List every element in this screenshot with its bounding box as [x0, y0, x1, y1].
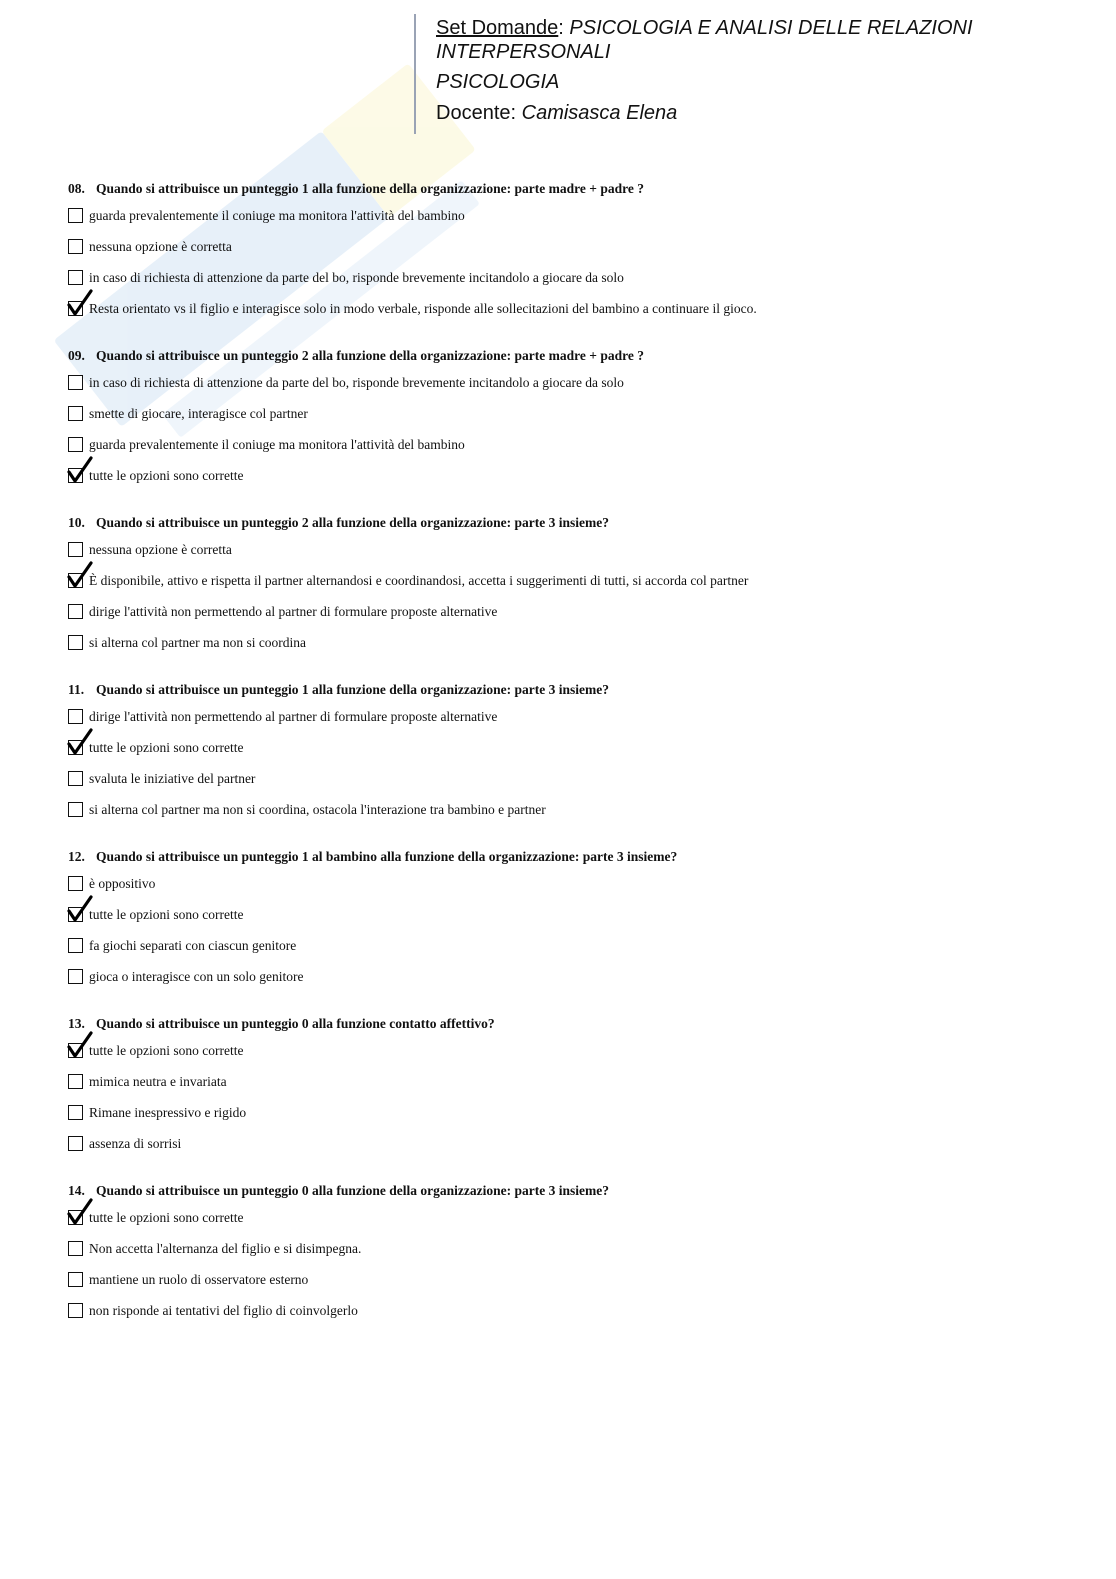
answer-option-text: si alterna col partner ma non si coordina [89, 635, 307, 650]
answer-option[interactable] [68, 875, 1068, 906]
question-title [68, 1182, 1068, 1204]
document-header [436, 16, 1076, 125]
question-block [68, 1182, 1068, 1333]
answer-option[interactable] [68, 207, 1068, 238]
answer-checkbox[interactable] [68, 876, 83, 891]
answer-checkbox[interactable] [68, 969, 83, 984]
question-text: Quando si attribuisce un punteggio 0 alla funzione della organizzazione: parte 3 insieme? [96, 1183, 610, 1198]
question-text: Quando si attribuisce un punteggio 2 alla funzione della organizzazione: parte madre + padre ? [96, 348, 644, 363]
answer-option[interactable] [68, 1271, 1068, 1302]
answer-checkbox[interactable] [68, 542, 83, 557]
answer-checkbox[interactable] [68, 938, 83, 953]
answer-option[interactable] [68, 436, 1068, 467]
answer-option[interactable] [68, 937, 1068, 968]
question-list [68, 180, 1068, 1349]
answer-option-text: È disponibile, attivo e rispetta il partner alternandosi e coordinandosi, accetta i suggerimenti di tutti, si accorda col partner [89, 573, 749, 588]
question-number: 13. [68, 1016, 85, 1031]
answer-option[interactable] [68, 801, 1068, 832]
teacher-label: Docente: [436, 102, 517, 124]
answer-option[interactable] [68, 1240, 1068, 1271]
answer-option-text: gioca o interagisce con un solo genitore [89, 969, 304, 984]
answer-checkbox[interactable] [68, 406, 83, 421]
question-block [68, 681, 1068, 832]
answer-option-text: dirige l'attività non permettendo al partner di formulare proposte alternative [89, 709, 498, 724]
answer-checkbox[interactable] [68, 771, 83, 786]
answer-checkbox[interactable] [68, 1105, 83, 1120]
answer-option-text: tutte le opzioni sono corrette [89, 1210, 244, 1225]
answer-option-text: guarda prevalentemente il coniuge ma monitora l'attività del bambino [89, 208, 465, 223]
answer-option[interactable] [68, 739, 1068, 770]
answer-option[interactable] [68, 708, 1068, 739]
answer-checkbox[interactable] [68, 1272, 83, 1287]
answer-checkbox[interactable] [68, 802, 83, 817]
answer-option-text: tutte le opzioni sono corrette [89, 1043, 244, 1058]
answer-option-text: in caso di richiesta di attenzione da parte del bo, risponde brevemente incitandolo a giocare da solo [89, 270, 624, 285]
answer-option[interactable] [68, 467, 1068, 498]
answer-checkbox[interactable] [68, 1241, 83, 1256]
answer-option-text: assenza di sorrisi [89, 1136, 182, 1151]
answer-option[interactable] [68, 374, 1068, 405]
question-block [68, 347, 1068, 498]
answer-option[interactable] [68, 1073, 1068, 1104]
question-title [68, 681, 1068, 703]
question-block [68, 180, 1068, 331]
answer-option-text: tutte le opzioni sono corrette [89, 468, 244, 483]
question-text: Quando si attribuisce un punteggio 1 alla funzione della organizzazione: parte madre + padre ? [96, 181, 644, 196]
answer-option-text: dirige l'attività non permettendo al partner di formulare proposte alternative [89, 604, 498, 619]
answer-option-text: in caso di richiesta di attenzione da parte del bo, risponde brevemente incitandolo a giocare da solo [89, 375, 624, 390]
question-title [68, 180, 1068, 202]
answer-option-text: non risponde ai tentativi del figlio di coinvolgerlo [89, 1303, 358, 1318]
question-title [68, 347, 1068, 369]
answer-checkbox[interactable] [68, 1303, 83, 1318]
answer-option[interactable] [68, 770, 1068, 801]
answer-option-text: svaluta le iniziative del partner [89, 771, 256, 786]
answer-checkbox[interactable] [68, 270, 83, 285]
answer-checkbox[interactable] [68, 709, 83, 724]
answer-option-text: tutte le opzioni sono corrette [89, 907, 244, 922]
answer-option-text: Rimane inespressivo e rigido [89, 1105, 247, 1120]
question-title [68, 848, 1068, 870]
answer-option-text: mantiene un ruolo di osservatore esterno [89, 1272, 309, 1287]
answer-checkbox[interactable] [68, 208, 83, 223]
header-divider [414, 14, 416, 134]
answer-option-text: si alterna col partner ma non si coordina, ostacola l'interazione tra bambino e partner [89, 802, 546, 817]
question-number: 08. [68, 181, 85, 196]
answer-option-text: guarda prevalentemente il coniuge ma monitora l'attività del bambino [89, 437, 465, 452]
answer-option[interactable] [68, 906, 1068, 937]
answer-checkbox[interactable] [68, 1074, 83, 1089]
answer-option-text: Resta orientato vs il figlio e interagisce solo in modo verbale, risponde alle sollecitazioni del bambino a continuare il gioco. [89, 301, 757, 316]
course-title: PSICOLOGIA E ANALISI DELLE RELAZIONI INTERPERSONALI [436, 17, 973, 63]
answer-option-text: è oppositivo [89, 876, 156, 891]
answer-checkbox[interactable] [68, 375, 83, 390]
question-text: Quando si attribuisce un punteggio 0 alla funzione contatto affettivo? [96, 1016, 495, 1031]
set-label: Set Domande [436, 17, 559, 39]
question-text: Quando si attribuisce un punteggio 2 alla funzione della organizzazione: parte 3 insieme? [96, 515, 610, 530]
answer-option[interactable] [68, 572, 1068, 603]
answer-option-text: fa giochi separati con ciascun genitore [89, 938, 297, 953]
set-separator: : [558, 17, 564, 39]
answer-option-text: Non accetta l'alternanza del figlio e si disimpegna. [89, 1241, 362, 1256]
question-title [68, 514, 1068, 536]
question-block [68, 848, 1068, 999]
answer-option[interactable] [68, 405, 1068, 436]
answer-option-text: nessuna opzione è corretta [89, 542, 232, 557]
answer-option[interactable] [68, 1135, 1068, 1166]
answer-checkbox[interactable] [68, 437, 83, 452]
teacher-name: Camisasca Elena [521, 102, 678, 124]
answer-option[interactable] [68, 300, 1068, 331]
question-number: 14. [68, 1183, 85, 1198]
answer-option-text: mimica neutra e invariata [89, 1074, 227, 1089]
question-number: 10. [68, 515, 85, 530]
answer-option[interactable] [68, 634, 1068, 665]
question-number: 12. [68, 849, 85, 864]
question-number: 11. [68, 682, 85, 697]
answer-option[interactable] [68, 968, 1068, 999]
answer-option-text: smette di giocare, interagisce col partner [89, 406, 308, 421]
answer-option[interactable] [68, 238, 1068, 269]
answer-option-text: nessuna opzione è corretta [89, 239, 232, 254]
question-title [68, 1015, 1068, 1037]
teacher-line [436, 101, 1076, 125]
answer-checkbox[interactable] [68, 239, 83, 254]
question-block [68, 1015, 1068, 1166]
answer-option-text: tutte le opzioni sono corrette [89, 740, 244, 755]
answer-option[interactable] [68, 541, 1068, 572]
answer-option[interactable] [68, 1302, 1068, 1333]
answer-checkbox[interactable] [68, 604, 83, 619]
answer-checkbox[interactable] [68, 1136, 83, 1151]
answer-option[interactable] [68, 1042, 1068, 1073]
set-title-line [436, 16, 1076, 64]
answer-option[interactable] [68, 603, 1068, 634]
question-number: 09. [68, 348, 85, 363]
answer-checkbox[interactable] [68, 635, 83, 650]
question-text: Quando si attribuisce un punteggio 1 al bambino alla funzione della organizzazione: parte 3 insieme? [96, 849, 678, 864]
question-block [68, 514, 1068, 665]
answer-option[interactable] [68, 1209, 1068, 1240]
question-text: Quando si attribuisce un punteggio 1 alla funzione della organizzazione: parte 3 insieme? [96, 682, 610, 697]
subject: PSICOLOGIA [436, 71, 560, 93]
answer-option[interactable] [68, 1104, 1068, 1135]
answer-option[interactable] [68, 269, 1068, 300]
